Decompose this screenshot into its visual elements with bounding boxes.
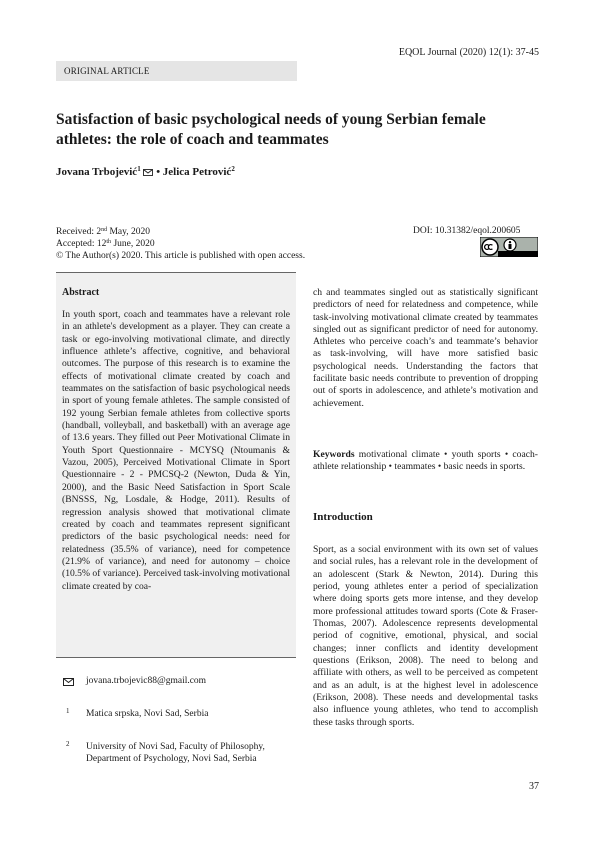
keywords-label: Keywords xyxy=(313,449,355,460)
abstract-text-continued: ch and teammates singled out as statistically significant predictors of need for relatedness and competence, while task-involving motivational climate created by teammates singled out as significant predictor of need for autonomy. Athletes who perceive coach’s and teammate’s behavior as task-involving, will have more satisfied basic psychological needs. Understanding the factors that facilitate basic needs contribute to prevention of dropping out of sports in adolescence, and athlete’s motivation and achievement. xyxy=(313,287,538,409)
keywords xyxy=(313,449,538,474)
author-name-1: Jovana Trbojević xyxy=(56,166,138,178)
author-separator: • xyxy=(153,166,163,178)
abstract-top-rule xyxy=(56,272,296,273)
envelope-icon xyxy=(63,678,74,686)
section-heading-introduction: Introduction xyxy=(313,511,373,523)
journal-reference: EQOL Journal (2020) 12(1): 37-45 xyxy=(398,47,539,58)
corresponding-email-link[interactable]: jovana.trbojevic88@gmail.com xyxy=(86,676,207,686)
footnote-marker-2: 2 xyxy=(66,740,70,748)
doi: DOI: 10.31382/eqol.200605 xyxy=(413,226,521,236)
page-number: 37 xyxy=(529,781,539,792)
author-name-2: Jelica Petrović xyxy=(162,166,232,178)
footnote-marker-1: 1 xyxy=(66,707,70,715)
open-access-note: © The Author(s) 2020. This article is published with open access. xyxy=(56,251,306,261)
abstract-heading: Abstract xyxy=(62,287,100,298)
article-type-label: ORIGINAL ARTICLE xyxy=(64,66,150,76)
abstract-bottom-rule xyxy=(56,657,296,658)
author-line xyxy=(56,165,235,178)
introduction-text: Sport, as a social environment with its own set of values and social rules, has a relevant role in the development of an adolescent (Stark & Newton, 2014). During this period, young athletes enter a period of specialization where doing sports gets more intense, and they develop more professional attitudes toward sports (Cote & Fraser-Thomas, 2007). Adolescence represents developmental period of cognitive, emotional, physical, and social changes; inner conflicts and identity development questions (Erikson, 2008). The need to belong and affiliate with others, as well to be perceived as competent and as an adult, is at the highest level in adolescence (Erikson, 2008). These needs and developmental tasks also influence young athletes, who tend to accomplish these tasks through sports. xyxy=(313,544,538,728)
received-date: Received: 2nd May, 2020 xyxy=(56,227,151,237)
envelope-icon xyxy=(143,169,153,176)
publication-dates xyxy=(56,226,305,262)
author-affiliation-marker-2: 2 xyxy=(231,165,235,173)
article-title: Satisfaction of basic psychological needs of young Serbian female athletes: the role of coach and teammates xyxy=(56,111,486,148)
accepted-date: Accepted: 12th June, 2020 xyxy=(56,239,155,249)
abstract-text: In youth sport, coach and teammates have a relevant role in an athlete's development as a player. They can create a task or ego-involving motivational climate, and directly influence athlete’s affective, cognitive, and behavioral outcomes. The purpose of this research is to examine the effects of motivational climate created by coach and teammates on the satisfaction of basic psychological needs in sport of young female athletes. The sample consisted of 192 young Serbian female athletes from collective sports (handball, volleyball, and basketball) with an average age of 13.6 years. They filled out Peer Motivational Climate in Youth Sport Questionnaire - MCYSQ (Ntoumanis & Vazou, 2005), Perceived Motivational Climate in Sport Questionnaire - 2 - PMCSQ-2 (Newton, Duda & Yin, 2000), and the Basic Need Satisfaction in Sport Scale (BNSSS, Ng, Losdale, & Hodge, 2011). Results of regression analysis showed that motivational climate created by coach and teammates represent significant predictors of the basic psychological needs: need for relatedness (35.5% of variance), need for competence (21.9% of variance), and need for autonomy – choice (10.5% of variance). Perceived task-involving motivational climate created by coa- xyxy=(62,309,290,592)
affiliation-2: University of Novi Sad, Faculty of Philosophy, Department of Psychology, Novi Sad, Serbia xyxy=(86,742,265,764)
keywords-list: motivational climate • youth sports • coach-athlete relationship • teammates • basic needs in sports. xyxy=(313,449,538,473)
affiliation-1: Matica srpska, Novi Sad, Serbia xyxy=(86,709,209,719)
author-affiliation-marker-1: 1 xyxy=(137,165,141,173)
cc-by-icon xyxy=(480,237,538,257)
